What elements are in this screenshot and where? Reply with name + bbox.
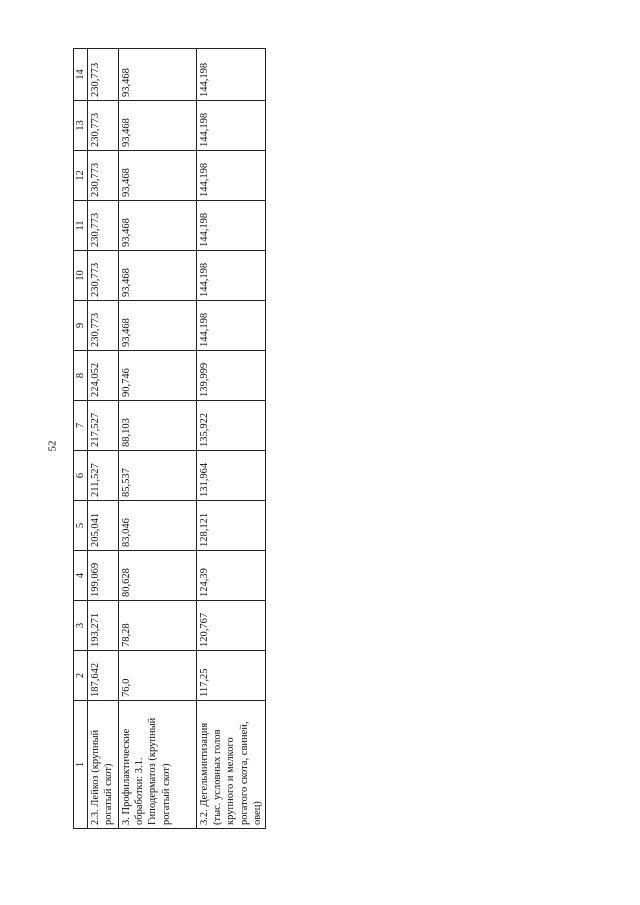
table-cell: 230,773: [88, 201, 119, 251]
table-cell: 78,28: [119, 601, 197, 651]
column-header: 10: [74, 251, 88, 301]
table-cell: 144,198: [197, 301, 266, 351]
table-cell: 117,25: [197, 651, 266, 701]
table-cell: 139,999: [197, 351, 266, 401]
column-header: 4: [74, 551, 88, 601]
table-cell: 131,964: [197, 451, 266, 501]
table-cell: 230,773: [88, 301, 119, 351]
table-cell: 93,468: [119, 301, 197, 351]
table-cell: 224,052: [88, 351, 119, 401]
table-cell: 211,527: [88, 451, 119, 501]
column-header: 9: [74, 301, 88, 351]
table-cell: 144,198: [197, 101, 266, 151]
column-header: 14: [74, 49, 88, 101]
table-cell: 76,0: [119, 651, 197, 701]
table-cell: 93,468: [119, 251, 197, 301]
page-number: 52: [46, 440, 59, 452]
table-cell: 205,041: [88, 501, 119, 551]
header-row: [74, 49, 88, 829]
table-cell: 128,121: [197, 501, 266, 551]
table-cell: 144,198: [197, 151, 266, 201]
table-cell: 230,773: [88, 49, 119, 101]
table-cell: 93,468: [119, 49, 197, 101]
table-cell: 199,069: [88, 551, 119, 601]
table-row: [197, 49, 266, 829]
table-cell: 90,746: [119, 351, 197, 401]
column-header: 6: [74, 451, 88, 501]
table-cell: 230,773: [88, 151, 119, 201]
table-cell: 217,527: [88, 401, 119, 451]
column-header: 12: [74, 151, 88, 201]
table-cell: 144,198: [197, 49, 266, 101]
table-cell: 80,628: [119, 551, 197, 601]
column-header: 8: [74, 351, 88, 401]
table-cell: 187,642: [88, 651, 119, 701]
data-table-container: [73, 49, 263, 829]
row-label: 2.3. Лейкоз (крупный рогатый скот): [88, 701, 119, 829]
table-cell: 93,468: [119, 151, 197, 201]
column-header: 5: [74, 501, 88, 551]
table-cell: 120,767: [197, 601, 266, 651]
table-cell: 144,198: [197, 201, 266, 251]
table-cell: 83,046: [119, 501, 197, 551]
row-label: 3. Профилактические обработки: 3.1. Гиподерматоз (крупный рогатый скот): [119, 701, 197, 829]
table-cell: 88,103: [119, 401, 197, 451]
table-cell: 124,39: [197, 551, 266, 601]
column-header: 2: [74, 651, 88, 701]
table-cell: 93,468: [119, 101, 197, 151]
column-header: 3: [74, 601, 88, 651]
table-row: [119, 49, 197, 829]
table-cell: 144,198: [197, 251, 266, 301]
data-table: [73, 48, 266, 829]
table-cell: 193,271: [88, 601, 119, 651]
column-header: 11: [74, 201, 88, 251]
table-row: [88, 49, 119, 829]
table-cell: 230,773: [88, 251, 119, 301]
table-cell: 93,468: [119, 201, 197, 251]
table-cell: 135,922: [197, 401, 266, 451]
table-cell: 85,537: [119, 451, 197, 501]
column-header: 13: [74, 101, 88, 151]
column-header: 7: [74, 401, 88, 451]
row-label: 3.2. Дегельминтизация (тыс. условных голов крупного и мелкого рогатого скота, свиней, овец): [197, 701, 266, 829]
column-header: 1: [74, 701, 88, 829]
table-cell: 230,773: [88, 101, 119, 151]
